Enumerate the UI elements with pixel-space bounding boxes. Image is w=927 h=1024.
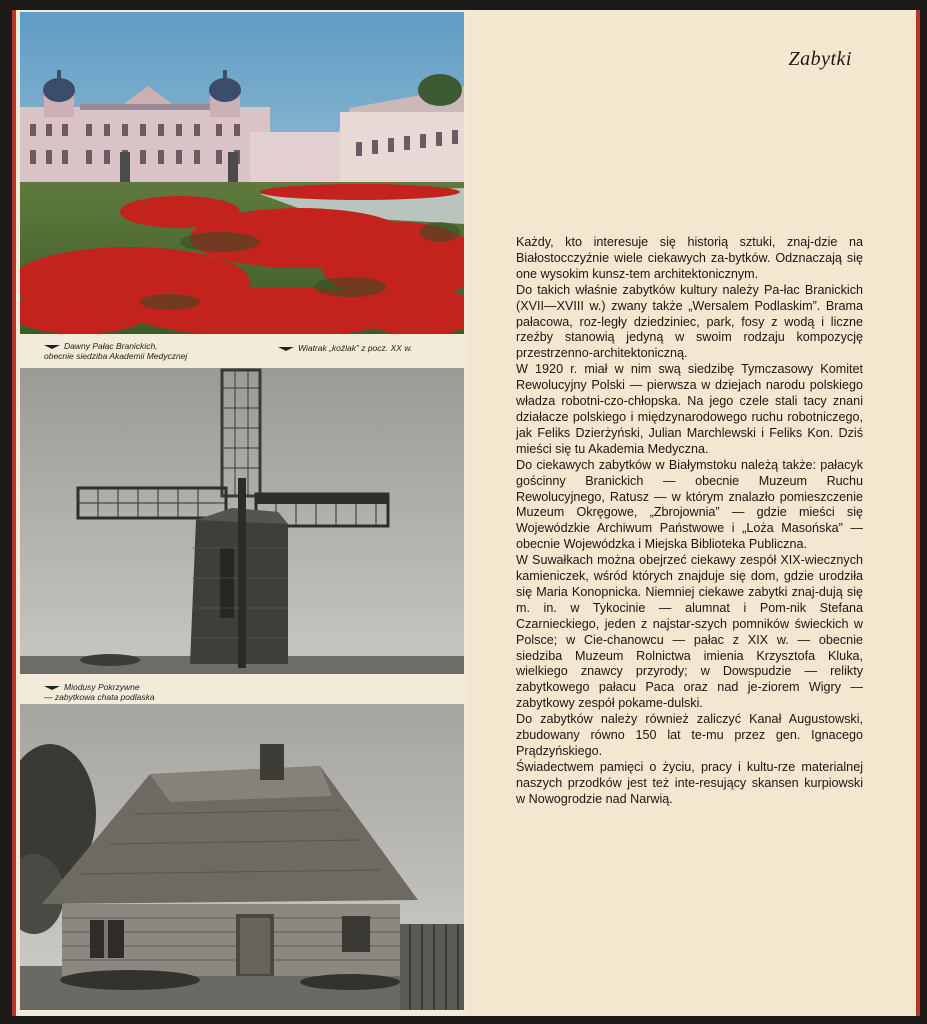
paragraph: Do takich właśnie zabytków kultury należy Pa-łac Branickich (XVII—XVIII w.) zwany także „Wersalem Podlaskim”. Brama pałacowa, roz-legły dziedziniec, park, fosy z wodą i liczne rzeźby stanowią jedyną w swoim rodzaju kompozycję przestrzenno-architektoniczną. <box>516 282 863 361</box>
cottage-caption-text: Miodusy Pokrzywne — zabytkowa chata podlaska <box>44 682 155 702</box>
right-page <box>466 10 920 1016</box>
windmill-caption <box>278 343 463 353</box>
cottage-caption <box>44 682 264 702</box>
paragraph: Każdy, kto interesuje się historią sztuki, znaj-dzie na Białostocczyźnie wiele ciekawych za-bytków. Odznaczają się one wysokim kunsz-tem architektonicznym. <box>516 235 863 281</box>
palace-caption-text: Dawny Pałac Branickich, obecnie siedziba Akademii Medycznej <box>44 341 188 361</box>
palace-photo <box>20 12 464 334</box>
paragraph: Do zabytków należy również zaliczyć Kanał Augustowski, zbudowany równo 150 lat te-mu przez gen. Ignacego Prądzyńskiego. <box>516 712 863 758</box>
windmill-photo <box>20 368 464 674</box>
windmill-caption-text: Wiatrak „koźlak” z pocz. XX w. <box>298 343 413 353</box>
left-page <box>12 10 468 1016</box>
body-text <box>516 235 863 808</box>
paragraph: W Suwałkach można obejrzeć ciekawy zespół XIX-wiecznych kamieniczek, wśród których znajduje się dom, gdzie urodziła się Maria Konopnicka. Niemniej ciekawe zabytki znaj-dują się m. in. w Tykocinie — alumnat i Pom-nik Stefana Czarnieckiego, jeden z najstar-szych pomników świeckich w Polsce; w Cie-chanowcu — pałac z XIX w. — obecnie siedziba Muzeum Rolnictwa imienia Krzysztofa Kluka, wielkiego znawcy przyrody; w Dowspudzie — relikty zabytkowego pałacu Paca oraz nad je-ziorem Wigry — zabytkowy zespół pokame-dulski. <box>516 553 863 711</box>
page-heading: Zabytki <box>788 48 852 70</box>
paragraph: Do ciekawych zabytków w Białymstoku należą także: pałacyk gościnny Branickich — obecnie Muzeum Ruchu Rewolucyjnego, Ratusz — w którym znalazło pomieszczenie Muzeum Okręgowe, „Zbrojownia” — gdzie mieści się Wojewódzkie Archiwum Państwowe i „Loża Masońska” — obecnie Wojewódzka i Miejska Biblioteka Publiczna. <box>516 457 863 552</box>
arrow-icon <box>278 347 294 351</box>
paragraph: W 1920 r. miał w nim swą siedzibę Tymczasowy Komitet Rewolucyjny Polski — pierwsza w dziejach narodu polskiego władza robotni-czo-chłopska. Na jego czele stali tacy znani działacze polskiego i międzynarodowego ruchu robotniczego, jak Feliks Dzierżyński, Julian Marchlewski i Feliks Kon. Dziś mieści się tu Akademia Medyczna. <box>516 362 863 456</box>
cottage-photo <box>20 704 464 1010</box>
arrow-icon <box>44 686 60 690</box>
arrow-icon <box>44 345 60 349</box>
paragraph: Świadectwem pamięci o życiu, pracy i kultu-rze materialnej naszych przodków jest też inte-resujący skansen kurpiowski w Nowogrodzie nad Narwią. <box>516 759 863 806</box>
palace-caption <box>44 341 264 361</box>
